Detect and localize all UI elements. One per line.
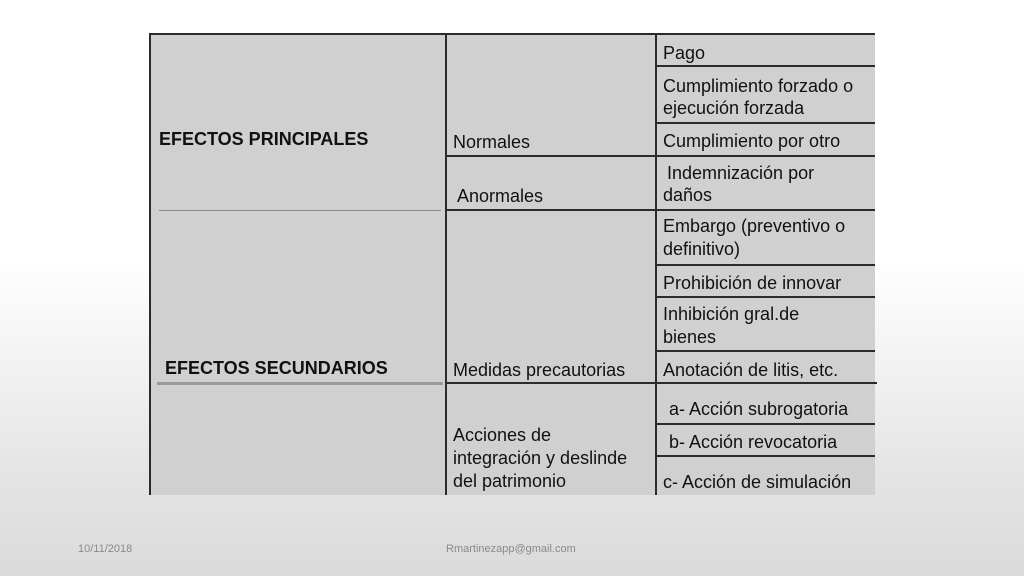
anormales-label: Anormales <box>457 186 544 206</box>
middle-line-1 <box>445 155 657 157</box>
right-line-2 <box>655 122 875 124</box>
right-line-6 <box>655 296 875 298</box>
left-divider-thin <box>159 210 441 211</box>
right-line-8 <box>655 423 875 425</box>
footer-date: 10/11/2018 <box>78 543 133 555</box>
effects-table <box>149 33 875 495</box>
right-line-1 <box>655 65 875 67</box>
cumplimiento-forzado-line1: Cumplimiento forzado o <box>663 76 854 96</box>
embargo-line2: definitivo) <box>663 239 741 259</box>
efectos-principales-label: EFECTOS PRINCIPALES <box>159 129 369 149</box>
right-line-9 <box>655 455 875 457</box>
acciones-label-line1: Acciones de <box>453 425 552 445</box>
right-line-4 <box>655 209 875 211</box>
left-column-bg <box>151 35 445 495</box>
divider-left-middle <box>445 35 447 495</box>
right-line-7 <box>655 350 875 352</box>
inhibicion-line1: Inhibición gral.de <box>663 304 800 324</box>
simulacion-cell: c- Acción de simulación <box>663 472 852 492</box>
cumplimiento-forzado-line2: ejecución forzada <box>663 98 805 118</box>
pago-cell: Pago <box>663 43 706 63</box>
anotacion-cell: Anotación de litis, etc. <box>663 360 839 380</box>
right-line-5 <box>655 264 875 266</box>
acciones-label-line3: del patrimonio <box>453 471 567 491</box>
indemnizacion-line2: daños <box>663 185 713 205</box>
footer-email: Rmartinezapp@gmail.com <box>446 543 576 555</box>
normales-label: Normales <box>453 132 531 152</box>
left-divider-secundarios <box>157 382 443 385</box>
inhibicion-line2: bienes <box>663 327 717 347</box>
embargo-line1: Embargo (preventivo o <box>663 216 846 236</box>
cumplimiento-otro-cell: Cumplimiento por otro <box>663 131 841 151</box>
revocatoria-cell: b- Acción revocatoria <box>669 432 838 452</box>
acciones-label-line2: integración y deslinde <box>453 448 628 468</box>
right-line-3 <box>655 155 875 157</box>
medidas-precautorias-label: Medidas precautorias <box>453 360 626 380</box>
efectos-secundarios-label: EFECTOS SECUNDARIOS <box>165 358 388 378</box>
middle-line-2 <box>445 209 657 211</box>
middle-line-3 <box>445 382 877 384</box>
subrogatoria-cell: a- Acción subrogatoria <box>669 399 849 419</box>
indemnizacion-line1: Indemnización por <box>667 163 815 183</box>
prohibicion-cell: Prohibición de innovar <box>663 273 842 293</box>
